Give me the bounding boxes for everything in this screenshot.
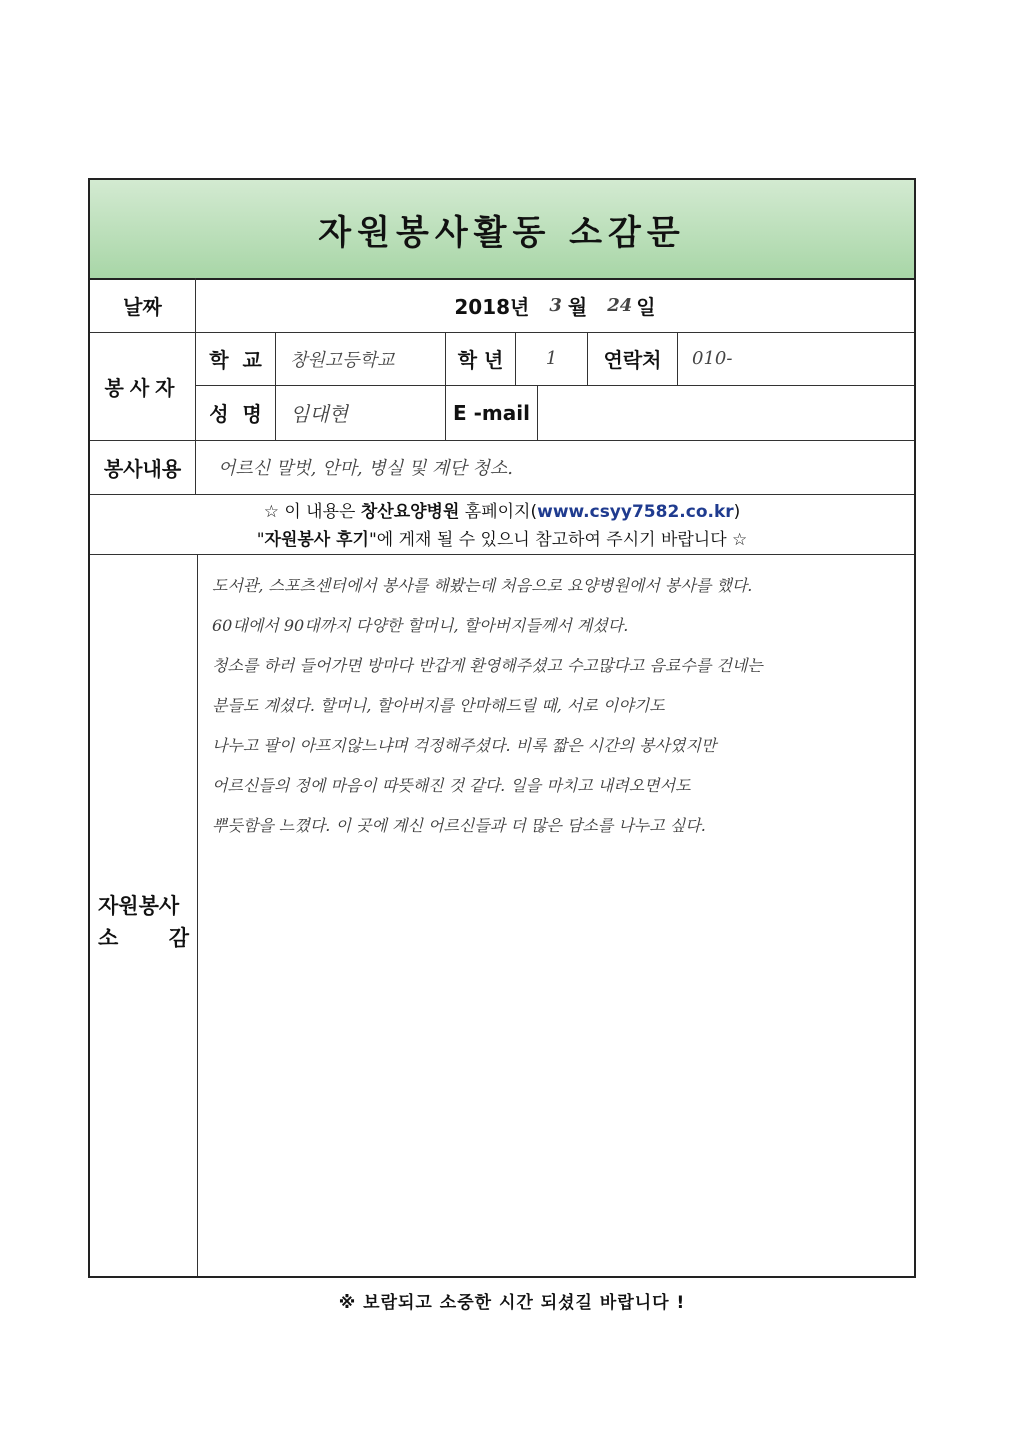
email-value xyxy=(538,385,914,440)
volunteer-row-1 xyxy=(196,332,914,386)
notice-line-1 xyxy=(90,494,914,526)
form-title: 자원봉사활동 소감문 xyxy=(318,212,686,253)
essay-line: 어르신들의 정에 마음이 따뜻해진 것 같다. 일을 마치고 내려오면서도 xyxy=(212,776,691,795)
content-label: 봉사내용 xyxy=(90,440,196,494)
name-value: 임대현 xyxy=(276,385,446,440)
volunteer-row-2 xyxy=(196,385,914,440)
name-label: 성 명 xyxy=(196,385,276,440)
hospital-name: 창산요양병원 xyxy=(360,502,460,522)
essay-line: 도서관, 스포츠센터에서 봉사를 해봤는데 처음으로 요양병원에서 봉사를 했다. xyxy=(212,576,753,595)
date-year: 2018년 xyxy=(454,294,530,319)
email-label: E -mail xyxy=(446,385,538,440)
notice-text: ) xyxy=(733,502,741,522)
essay-label-char: 소 xyxy=(98,926,119,950)
school-value: 창원고등학교 xyxy=(276,332,446,385)
contact-label: 연락처 xyxy=(588,332,678,385)
date-label: 날짜 xyxy=(90,278,196,332)
essay-line: 60대에서 90대까지 다양한 할머니, 할아버지들께서 계셨다. xyxy=(212,616,629,635)
notice-box xyxy=(90,494,914,555)
essay-line: 뿌듯함을 느꼈다. 이 곳에 계신 어르신들과 더 많은 담소를 나누고 싶다. xyxy=(212,816,706,835)
essay-line: 분들도 계셨다. 할머니, 할아버지를 안마해드릴 때, 서로 이야기도 xyxy=(212,696,665,715)
notice-text: " xyxy=(256,530,265,550)
footer-message: ※ 보람되고 소중한 시간 되셨길 바랍니다 ! xyxy=(338,1293,686,1313)
essay-line: 나누고 팔이 아프지않느냐며 걱정해주셨다. 비록 짧은 시간의 봉사였지만 xyxy=(212,736,717,755)
review-section-name: 자원봉사 후기 xyxy=(264,530,369,550)
content-value: 어르신 말벗, 안마, 병실 및 계단 청소. xyxy=(218,458,513,479)
homepage-url: www.csyy7582.co.kr xyxy=(537,502,734,522)
volunteer-block xyxy=(90,332,914,441)
form-title-bar xyxy=(90,180,914,280)
volunteer-essay-form xyxy=(88,178,916,1278)
date-value xyxy=(196,278,914,332)
grade-value: 1 xyxy=(516,332,588,385)
date-day-value: 24 xyxy=(607,294,633,316)
essay-line: 청소를 하러 들어가면 방마다 반갑게 환영해주셨고 수고많다고 음료수를 건네는 xyxy=(212,656,763,675)
grade-label: 학 년 xyxy=(446,332,516,385)
notice-text: 홈페이지( xyxy=(459,502,538,522)
date-month-value: 3 xyxy=(549,294,562,316)
content-row xyxy=(90,440,914,495)
essay-label xyxy=(90,554,198,1276)
essay-label-line-1: 자원봉사 xyxy=(98,894,180,918)
essay-body xyxy=(198,554,914,1276)
volunteer-label: 봉사자 xyxy=(90,332,196,440)
date-day-unit: 일 xyxy=(636,294,656,319)
notice-text: "에 게재 될 수 있으니 참고하여 주시기 바랍니다 ☆ xyxy=(368,530,748,550)
school-label: 학 교 xyxy=(196,332,276,385)
contact-value: 010- xyxy=(692,348,733,369)
essay-label-char: 감 xyxy=(168,926,189,950)
notice-text: ☆ 이 내용은 xyxy=(263,502,361,522)
notice-line-2 xyxy=(90,526,914,554)
date-row xyxy=(90,278,914,333)
date-month-unit: 월 xyxy=(567,294,588,319)
essay-label-line-2 xyxy=(98,922,189,952)
